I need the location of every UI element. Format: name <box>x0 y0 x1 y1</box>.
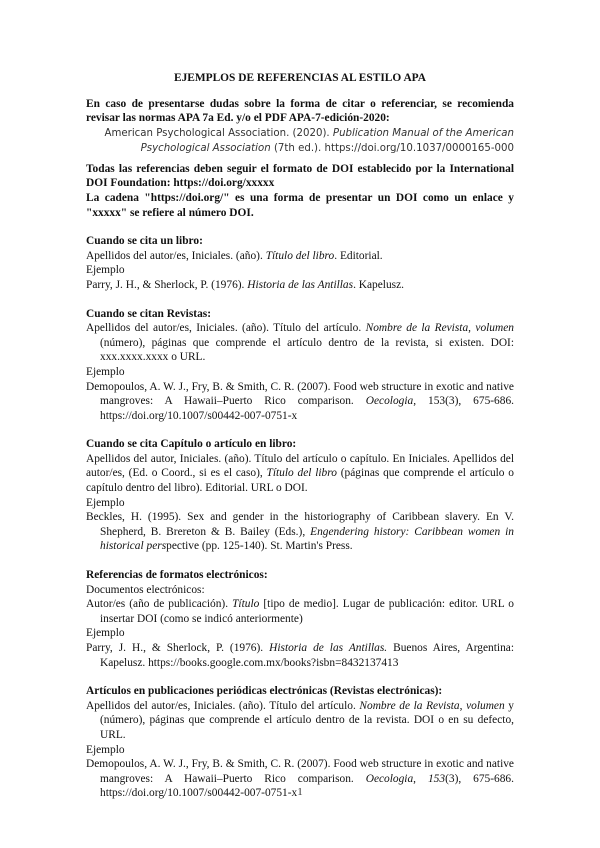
example-label: Ejemplo <box>86 743 125 756</box>
format-line <box>86 452 514 496</box>
example-italic: Oecologia <box>365 772 414 785</box>
format-line <box>86 249 514 264</box>
example-text-end: , 153(3), 675-686. https://doi.org/10.1007/s00442-007-0751-x <box>100 395 514 422</box>
format-text-end: y (número), páginas que comprende el artículo dentro de la revista. DOI o en su defecto, URL. <box>100 699 514 741</box>
example-text-end: Buenos Aires, Argentina: Kapelusz. https://books.google.com.mx/books?isbn=8432137413 <box>100 642 515 669</box>
format-text-end: [tipo de medio]. Lugar de publicación: editor. URL o insertar DOI (como se indicó anteriormente) <box>100 598 514 625</box>
example-separator: , <box>413 772 417 785</box>
format-text: Apellidos del autor, Iniciales. (año). Título del artículo o capítulo. En Iniciales. Apellidos del autor/es, (Ed. o Coord., si es el caso), <box>86 452 514 480</box>
format-text: Autor/es (año de publicación). <box>86 598 229 611</box>
format-text: Apellidos del autor/es, Iniciales. (año). Título del artículo. <box>86 322 362 335</box>
example-text-end: (3), 675-686. https://doi.org/10.1007/s00442-007-0751-x <box>100 772 514 800</box>
example-text: Beckles, H. (1995). Sex and gender in the historiography of Caribbean slavery. En V. Shepherd, B. Brereton & B. Bailey (Eds.), <box>86 511 514 538</box>
example-italic-volume: 153 <box>427 772 446 785</box>
format-text: Apellidos del autor/es, Iniciales. (año). <box>86 249 263 262</box>
example-italic: Historia de las Antillas <box>247 278 354 291</box>
example-label: Ejemplo <box>86 264 125 277</box>
example-italic: Historia de las Antillas. <box>269 642 388 654</box>
format-text: Apellidos del autor/es, Iniciales. (año). Título del artículo. <box>86 699 356 712</box>
example-line <box>86 641 514 670</box>
format-line <box>86 699 514 743</box>
apa-ref-title: Publication Manual of the American Psychological Association <box>140 127 514 154</box>
format-text-end: (páginas que comprende el artículo o capítulo dentro del libro). Editorial. URL o DOI. <box>86 467 514 495</box>
intro-paragraph: En caso de presentarse dudas sobre la forma de citar o referenciar, se recomienda revisar las normas APA 7a Ed. y/o el PDF APA-7-edición-2020: <box>86 97 514 125</box>
example-text: Demopoulos, A. W. J., Fry, B. & Smith, C. R. (2007). Food web structure in exotic and native mangroves: A Hawaii–Puerto Rico comparison. <box>86 758 514 785</box>
example-italic: Engendering history: Caribbean women in historical pers <box>100 525 514 553</box>
example-text: Parry, J. H., & Sherlock, P. (1976). <box>86 642 264 654</box>
example-text-end: . Kapelusz. <box>353 278 405 291</box>
example-text: Parry, J. H., & Sherlock, P. (1976). <box>86 278 245 291</box>
format-separator: , <box>468 322 472 335</box>
format-text-end: (número), páginas que comprende el artículo dentro de la revista, si existen. DOI: xxx.xxxx.xxxx o URL. <box>100 336 514 364</box>
section-revistas <box>86 307 514 424</box>
section-heading: Cuando se cita Capítulo o artículo en libro: <box>86 438 297 451</box>
format-italic: Título <box>232 598 260 611</box>
apa-manual-reference <box>86 126 514 156</box>
example-line <box>86 278 514 293</box>
apa-ref-author: American Psychological Association. (2020). <box>104 127 330 139</box>
section-libro <box>86 234 514 292</box>
example-text: Demopoulos, A. W. J., Fry, B. & Smith, C. R. (2007). Food web structure in exotic and native mangroves: A Hawaii–Puerto Rico comparison. <box>86 380 514 408</box>
doi-note-1: Todas las referencias deben seguir el formato de DOI establecido por la International DOI Foundation: https://doi.org/xxxxx <box>86 162 514 190</box>
doi-note-2: La cadena "https://doi.org/" es una forma de presentar un DOI como un enlace y "xxxxx" se refiere al número DOI. <box>86 191 514 219</box>
section-heading: Cuando se citan Revistas: <box>86 307 211 320</box>
example-line <box>86 380 514 424</box>
format-italic: Título del libro <box>265 249 335 262</box>
example-label: Ejemplo <box>86 365 125 378</box>
section-heading: Artículos en publicaciones periódicas electrónicas (Revistas electrónicas): <box>86 685 443 698</box>
format-line <box>86 597 514 626</box>
format-line <box>86 321 514 365</box>
document-title: EJEMPLOS DE REFERENCIAS AL ESTILO APA <box>173 72 427 84</box>
format-italic-volume: volumen <box>475 322 514 335</box>
format-italic-volume: volumen <box>466 699 505 712</box>
format-separator: , <box>459 699 463 712</box>
example-text-end: pective (pp. 125-140). St. Martin's Press. <box>166 540 353 553</box>
example-italic: Oecologia <box>365 395 414 408</box>
page-number: 1 <box>297 786 303 798</box>
section-articulos <box>86 684 514 801</box>
example-label: Ejemplo <box>86 627 125 640</box>
apa-ref-tail: (7th ed.). https://doi.org/10.1037/0000165-000 <box>273 142 514 154</box>
section-electronicos <box>86 568 514 670</box>
example-label: Ejemplo <box>86 496 125 509</box>
format-italic: Título del libro <box>266 467 337 480</box>
example-line <box>86 510 514 554</box>
format-text-end: . Editorial. <box>334 249 383 262</box>
format-italic: Nombre de la Revista <box>359 699 460 712</box>
page-content <box>86 71 514 801</box>
section-capitulo <box>86 437 514 554</box>
section-heading: Referencias de formatos electrónicos: <box>86 569 268 582</box>
subheading: Documentos electrónicos: <box>86 583 205 596</box>
format-italic: Nombre de la Revista <box>365 322 469 335</box>
section-heading: Cuando se cita un libro: <box>86 235 203 248</box>
